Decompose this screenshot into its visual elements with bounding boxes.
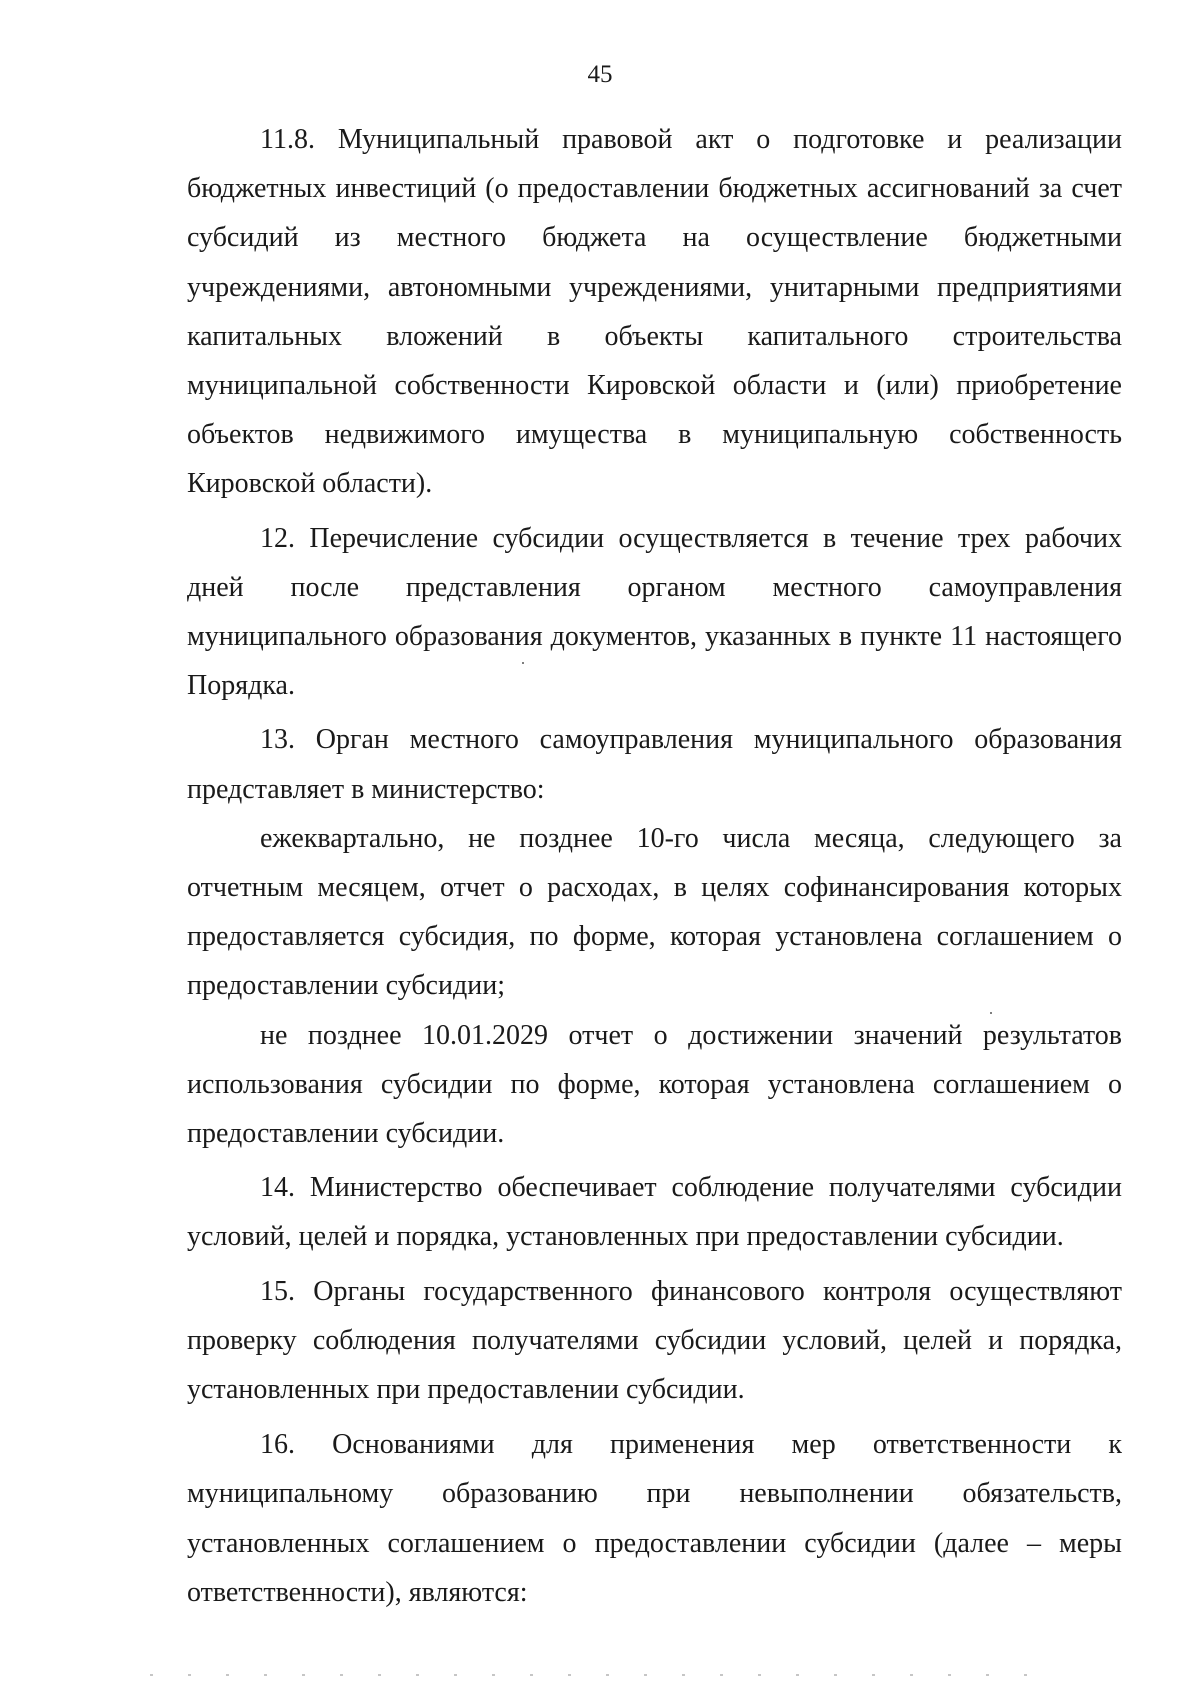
scan-speck xyxy=(990,1012,992,1014)
paragraph-11-8: 11.8. Муниципальный правовой акт о подготовке и реализации бюджетных инвестиций (о предоставлении бюджетных ассигнований за счет субсидий из местного бюджета на осуществление бюджетными учреждениями, автономными учреждениями, унитарными предприятиями капитальных вложений в объекты капитального строительства муниципальной собственности Кировской области и (или) приобретение объектов недвижимого имущества в муниципальную собственность Кировской области). xyxy=(187,124,1122,500)
paragraph-13-quarterly-report: ежеквартально, не позднее 10-го числа месяца, следующего за отчетным месяцем, отчет о расходах, в целях софинансирования которых предоставляется субсидия, по форме, которая установлена соглашением о предоставлении субсидии; xyxy=(187,822,1122,1002)
scan-edge-noise xyxy=(150,1674,1050,1676)
paragraph-13-results-report: не позднее 10.01.2029 отчет о достижении значений результатов использования субсидии по форме, которая установлена соглашением о предоставлении субсидии. xyxy=(187,1019,1122,1150)
document-body xyxy=(187,115,1122,1617)
paragraph-16: 16. Основаниями для применения мер ответственности к муниципальному образованию при невыполнении обязательств, установленных соглашением о предоставлении субсидии (далее – меры ответственности), являются: xyxy=(187,1429,1122,1608)
paragraph-12: 12. Перечисление субсидии осуществляется в течение трех рабочих дней после представления органом местного самоуправления муниципального образования документов, указанных в пункте 11 настоящего Порядка. xyxy=(187,522,1122,702)
paragraph-14: 14. Министерство обеспечивает соблюдение получателями субсидии условий, целей и порядка, установленных при предоставлении субсидии. xyxy=(187,1172,1122,1253)
paragraph-13: 13. Орган местного самоуправления муниципального образования представляет в министерство: xyxy=(187,724,1122,805)
page-number: 45 xyxy=(587,61,613,88)
scan-speck xyxy=(522,662,524,664)
paragraph-15: 15. Органы государственного финансового контроля осуществляют проверку соблюдения получателями субсидии условий, целей и порядка, установленных при предоставлении субсидии. xyxy=(187,1275,1122,1406)
